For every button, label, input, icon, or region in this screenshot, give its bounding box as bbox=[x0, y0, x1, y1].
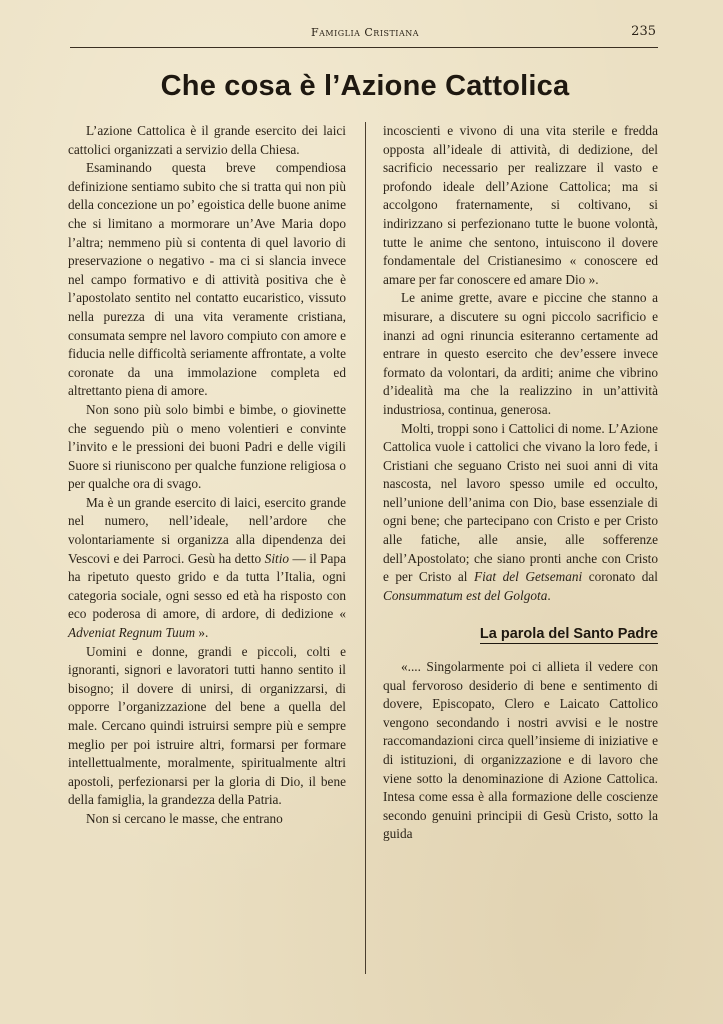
right-column bbox=[383, 122, 658, 844]
paragraph: Uomini e donne, grandi e piccoli, colti e ignoranti, signori e lavoratori tutti hanno sentito il bisogno; il dovere di unirsi, di organizzarsi, di opporre l’organizzazione del bene a quella del male. Cercano quindi istruirsi sempre più e sempre meglio per poi istruire altri, formarsi per formare intellettualmente, moralmente, spiritualmente altri apostoli, perfezionarsi per la gloria di Dio, il bene della famiglia, la grandezza della Patria. bbox=[68, 643, 346, 808]
section-heading bbox=[383, 625, 658, 644]
text-run: ». bbox=[198, 625, 209, 641]
italic-quote: Consummatum est del Golgota bbox=[383, 587, 548, 603]
paragraph: incoscienti e vivono di una vita sterile e fredda opposta all’ideale di attività, di dedizione, del sacrificio necessario per realizzare il vasto e profondo ideale dell’Azione Cattolica; ma si accolgono fraternamente, si coltivano, si indirizzano si perfezionano tutte le buone volontà, tutte le anime che sentono, intuiscono il dovere fondamentale del Cristianesimo « conoscere ed amare per far conoscere ed amare Dio ». bbox=[383, 123, 658, 287]
column-divider bbox=[365, 122, 366, 974]
paragraph bbox=[383, 420, 658, 606]
paragraph: Esaminando questa breve compendiosa definizione sentiamo subito che si tratta qui non più della concezione un po’ egoistica delle buone anime che si limitano a mormorare un’Ave Maria dopo l’altra; nemmeno più si contenta di quel lavorio di preservazione o negativo - ma ci si slancia invece nel campo formativo e di attività positiva che è l’apostolato sentito nel contatto eucaristico, vissuto nella purezza di una vita veramente cristiana, consumata sempre nel lavoro compiuto con amore e fiducia nelle difficoltà seriamente affrontate, a volte coronate da una immolazione completa ed altrettanto piena di amore. bbox=[68, 160, 346, 399]
running-head bbox=[70, 24, 660, 46]
page-number: 235 bbox=[631, 24, 656, 39]
paragraph: «.... Singolarmente poi ci allieta il vedere con qual fervoroso desiderio di bene e sentimento di dovere, Episcopato, Clero e Laicato Cattolico vengono secondando i nostri avvisi e le nostre raccomandazioni circa quell’insieme di iniziative e di istituzioni, di organizzazione e di lavoro che viene sotto la denominazione di Azione Cattolica. Intesa come essa è alla formazione delle coscienze secondo genuini principii di Gesù Cristo, sotto la guida bbox=[383, 659, 658, 842]
running-title: Famiglia Cristiana bbox=[310, 26, 420, 39]
italic-quote: Sitio bbox=[264, 550, 290, 566]
article-title: Che cosa è l’Azione Cattolica bbox=[160, 70, 570, 102]
text-run: . bbox=[547, 587, 551, 603]
left-column bbox=[68, 122, 346, 829]
text-run: Ma è un grande esercito di laici, esercito grande nel numero, nell’ideale, nell’ardore che volontariamente si organizza alla dipendenza dei Vescovi e dei Parroci. Gesù ha detto bbox=[68, 494, 346, 566]
section-heading-text: La parola del Santo Padre bbox=[479, 626, 658, 643]
header-rule bbox=[70, 47, 658, 48]
text-run: coronato dal bbox=[588, 569, 658, 585]
paragraph bbox=[68, 494, 346, 643]
paragraph: Le anime grette, avare e piccine che stanno a misurare, a discutere su ogni piccolo sacrificio e inanzi ad ogni rinuncia esiteranno certamente ad entrare in questo esercito che dev’essere invece formato da volontari, da arditi; anime che vibrino d’idealità ma che la realizzino in un’attività industriosa, continua, generosa. bbox=[383, 290, 658, 417]
text-run: Molti, troppi sono i Cattolici di nome. L’Azione Cattolica vuole i cattolici che vivano la loro fede, i Cristiani che seguano Cristo nei suoi anni di vita nascosta, nel lavoro spesso umile ed occulto, nell’unione dell’anima con Dio, base essenziale di ogni bene; che partecipano con Cristo e per Cristo alle fatiche, alle ansie, alle sofferenze dell’Apostolato; che siano pronti anche con Cristo e per Cristo al bbox=[383, 420, 658, 585]
paragraph: Non sono più solo bimbi e bimbe, o giovinette che seguendo più o meno volentieri e convinte l’invito e le pressioni dei buoni Padri e delle vigili Suore si riuniscono per qualche funzione religiosa o per qualche ora di svago. bbox=[68, 401, 346, 492]
italic-quote: Adveniat Regnum Tuum bbox=[68, 625, 196, 641]
italic-quote: Fiat del Getsemani bbox=[473, 569, 583, 585]
paragraph: Non si cercano le masse, che entrano bbox=[86, 810, 283, 826]
paragraph: L’azione Cattolica è il grande esercito dei laici cattolici organizzati a servizio della Chiesa. bbox=[68, 123, 346, 157]
text-run: — il Papa ha ripetuto questo grido e da tutta l’Italia, ogni categoria sociale, ogni sesso ed età ha risposto con eco poderosa di amore, di ardore, di dedizione « bbox=[68, 550, 346, 622]
